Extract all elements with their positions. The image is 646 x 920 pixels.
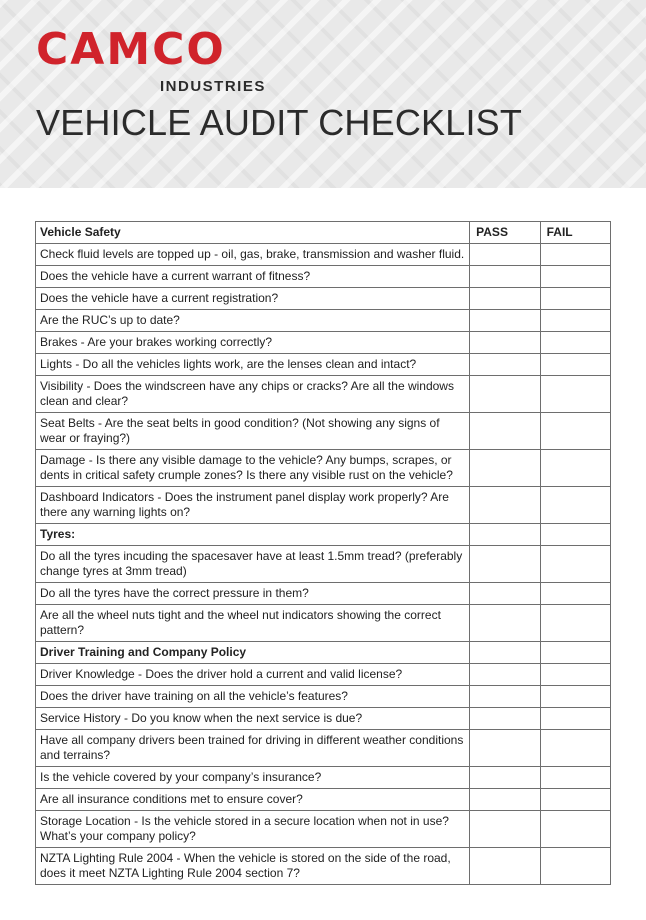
- checklist-question: Check fluid levels are topped up - oil, gas, brake, transmission and washer fluid.: [36, 244, 470, 266]
- checklist-question: Are all insurance conditions met to ensure cover?: [36, 789, 470, 811]
- checklist-row: [36, 244, 611, 266]
- pass-cell[interactable]: [470, 376, 540, 413]
- company-logo: CAMCO: [36, 24, 226, 75]
- audit-checklist-table: [35, 221, 611, 885]
- checklist-row: [36, 708, 611, 730]
- fail-cell[interactable]: [540, 354, 610, 376]
- pass-cell[interactable]: [470, 605, 540, 642]
- fail-cell[interactable]: [540, 376, 610, 413]
- pass-cell[interactable]: [470, 244, 540, 266]
- section-title: Driver Training and Company Policy: [36, 642, 470, 664]
- pass-cell[interactable]: [470, 450, 540, 487]
- pass-column-header: PASS: [470, 222, 540, 244]
- checklist-row: [36, 789, 611, 811]
- checklist-row: [36, 730, 611, 767]
- pass-cell[interactable]: [470, 730, 540, 767]
- page-title: VEHICLE AUDIT CHECKLIST: [36, 102, 523, 143]
- fail-cell[interactable]: [540, 730, 610, 767]
- checklist-question: Have all company drivers been trained for driving in different weather conditions and terrains?: [36, 730, 470, 767]
- checklist-question: Dashboard Indicators - Does the instrument panel display work properly? Are there any warning lights on?: [36, 487, 470, 524]
- pass-cell[interactable]: [470, 413, 540, 450]
- checklist-question: Does the vehicle have a current warrant of fitness?: [36, 266, 470, 288]
- checklist-row: [36, 583, 611, 605]
- checklist-body: [36, 222, 611, 885]
- section-header-row: [36, 524, 611, 546]
- pass-cell[interactable]: [470, 708, 540, 730]
- checklist-question: Does the vehicle have a current registration?: [36, 288, 470, 310]
- pass-cell[interactable]: [470, 811, 540, 848]
- fail-cell[interactable]: [540, 288, 610, 310]
- fail-cell[interactable]: [540, 664, 610, 686]
- checklist-row: [36, 605, 611, 642]
- fail-cell[interactable]: [540, 708, 610, 730]
- pass-cell[interactable]: [470, 767, 540, 789]
- checklist-question: Seat Belts - Are the seat belts in good condition? (Not showing any signs of wear or fraying?): [36, 413, 470, 450]
- checklist-row: [36, 413, 611, 450]
- fail-cell[interactable]: [540, 789, 610, 811]
- checklist-row: [36, 310, 611, 332]
- fail-cell: [540, 524, 610, 546]
- checklist-row: [36, 767, 611, 789]
- fail-cell[interactable]: [540, 583, 610, 605]
- fail-cell[interactable]: [540, 266, 610, 288]
- fail-cell[interactable]: [540, 487, 610, 524]
- pass-cell[interactable]: [470, 354, 540, 376]
- fail-cell[interactable]: [540, 310, 610, 332]
- checklist-question: Service History - Do you know when the next service is due?: [36, 708, 470, 730]
- fail-column-header: FAIL: [540, 222, 610, 244]
- pass-cell: [470, 642, 540, 664]
- checklist-row: [36, 686, 611, 708]
- checklist-row: [36, 848, 611, 885]
- checklist-question: Are the RUC’s up to date?: [36, 310, 470, 332]
- checklist-question: Does the driver have training on all the vehicle’s features?: [36, 686, 470, 708]
- section-header-row: [36, 222, 611, 244]
- fail-cell[interactable]: [540, 413, 610, 450]
- checklist-row: [36, 354, 611, 376]
- pass-cell[interactable]: [470, 789, 540, 811]
- fail-cell[interactable]: [540, 686, 610, 708]
- checklist-row: [36, 664, 611, 686]
- checklist-question: Do all the tyres incuding the spacesaver have at least 1.5mm tread? (preferably change tyres at 3mm tread): [36, 546, 470, 583]
- fail-cell[interactable]: [540, 450, 610, 487]
- pass-cell[interactable]: [470, 310, 540, 332]
- fail-cell[interactable]: [540, 848, 610, 885]
- pass-cell[interactable]: [470, 686, 540, 708]
- fail-cell[interactable]: [540, 546, 610, 583]
- checklist-question: Storage Location - Is the vehicle stored in a secure location when not in use? What’s your company policy?: [36, 811, 470, 848]
- checklist-row: [36, 450, 611, 487]
- checklist-question: NZTA Lighting Rule 2004 - When the vehicle is stored on the side of the road, does it meet NZTA Lighting Rule 2004 section 7?: [36, 848, 470, 885]
- pass-cell[interactable]: [470, 546, 540, 583]
- pass-cell[interactable]: [470, 288, 540, 310]
- checklist-row: [36, 332, 611, 354]
- fail-cell[interactable]: [540, 767, 610, 789]
- company-logo-subtitle: INDUSTRIES: [160, 78, 266, 95]
- checklist-question: Visibility - Does the windscreen have any chips or cracks? Are all the windows clean and clear?: [36, 376, 470, 413]
- section-title: Tyres:: [36, 524, 470, 546]
- checklist-question: Lights - Do all the vehicles lights work, are the lenses clean and intact?: [36, 354, 470, 376]
- fail-cell: [540, 642, 610, 664]
- checklist-row: [36, 546, 611, 583]
- checklist-question: Brakes - Are your brakes working correctly?: [36, 332, 470, 354]
- fail-cell[interactable]: [540, 332, 610, 354]
- pass-cell[interactable]: [470, 266, 540, 288]
- pass-cell[interactable]: [470, 664, 540, 686]
- section-title: Vehicle Safety: [36, 222, 470, 244]
- fail-cell[interactable]: [540, 244, 610, 266]
- checklist-question: Driver Knowledge - Does the driver hold a current and valid license?: [36, 664, 470, 686]
- checklist-row: [36, 376, 611, 413]
- pass-cell[interactable]: [470, 583, 540, 605]
- pass-cell[interactable]: [470, 848, 540, 885]
- checklist-row: [36, 487, 611, 524]
- checklist-row: [36, 266, 611, 288]
- section-header-row: [36, 642, 611, 664]
- checklist-question: Do all the tyres have the correct pressure in them?: [36, 583, 470, 605]
- fail-cell[interactable]: [540, 605, 610, 642]
- pass-cell: [470, 524, 540, 546]
- checklist-question: Damage - Is there any visible damage to the vehicle? Any bumps, scrapes, or dents in critical safety crumple zones? Is there any visible rust on the vehicle?: [36, 450, 470, 487]
- checklist-question: Are all the wheel nuts tight and the wheel nut indicators showing the correct pattern?: [36, 605, 470, 642]
- checklist-question: Is the vehicle covered by your company’s insurance?: [36, 767, 470, 789]
- header-banner: [0, 0, 646, 188]
- fail-cell[interactable]: [540, 811, 610, 848]
- pass-cell[interactable]: [470, 332, 540, 354]
- checklist-row: [36, 811, 611, 848]
- pass-cell[interactable]: [470, 487, 540, 524]
- checklist-row: [36, 288, 611, 310]
